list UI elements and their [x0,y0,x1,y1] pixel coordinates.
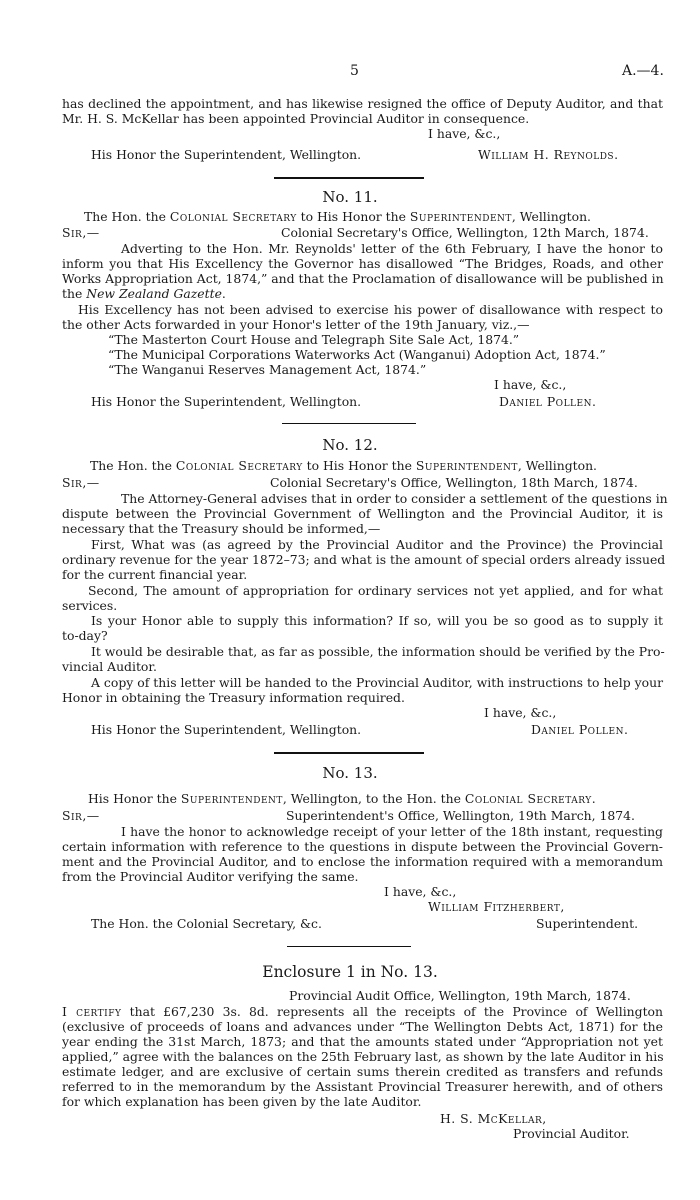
act-title: “The Masterton Court House and Telegraph Site Sale Act, 1874.” [108,332,520,347]
addressee: The Hon. the Colonial Secretary, &c. [91,916,322,931]
signature: Daniel Pollen. [499,394,597,409]
text-line: Mr. H. S. McKellar has been appointed Provincial Auditor in consequence. [62,111,530,126]
text-line: ordinary revenue for the year 1872–73; and what is the amount of special orders already issued [62,552,666,567]
addressee: His Honor the Superintendent, Wellington. [91,722,362,737]
page-number: 5 [350,63,359,79]
text-line: Adverting to the Hon. Mr. Reynolds' letter of the 6th February, I have the honor to [121,241,663,256]
text-line: A copy of this letter will be handed to the Provincial Auditor, with instructions to help your [91,675,663,690]
act-title: “The Municipal Corporations Waterworks Act (Wanganui) Adoption Act, 1874.” [108,347,606,362]
addressee: His Honor the Superintendent, Wellington. [91,147,362,162]
text-line: the New Zealand Gazette. [62,286,226,301]
letter-closing: I have, &c., [384,884,457,899]
section-divider [282,423,416,424]
letter-closing: I have, &c., [428,126,501,141]
signature: Daniel Pollen. [531,722,629,737]
text-line: the other Acts forwarded in your Honor's letter of the 19th January, viz.,— [62,317,530,332]
text-line: It would be desirable that, as far as possible, the information should be verified by the Pro- [91,644,665,659]
text-line: referred to in the memorandum by the Assistant Provincial Treasurer herewith, and of others [62,1079,663,1094]
text-line: Works Appropriation Act, 1874,” and that the Proclamation of disallowance will be published in [62,271,664,286]
letter-route: His Honor the Superintendent, Wellington, to the Hon. the Colonial Secretary. [88,791,596,806]
document-reference: A.—4. [622,63,664,79]
section-divider [274,177,424,179]
text-line: from the Provincial Auditor verifying the same. [62,869,359,884]
text-line: Honor in obtaining the Treasury information required. [62,690,405,705]
text-line: has declined the appointment, and has likewise resigned the office of Deputy Auditor, and that [62,96,663,111]
text-line: The Attorney-General advises that in order to consider a settlement of the questions in [121,491,668,506]
enclosure-heading: Enclosure 1 in No. 13. [262,963,438,981]
place-date: Colonial Secretary's Office, Wellington, 12th March, 1874. [281,225,649,240]
place-date: Superintendent's Office, Wellington, 19th March, 1874. [286,808,635,823]
section-divider [274,752,424,754]
salutation: Sir,— [62,475,100,490]
text-line: for the current financial year. [62,567,248,582]
letter-heading: No. 13. [322,764,378,782]
text-line: estimate ledger, and are exclusive of certain sums therein credited as transfers and refunds [62,1064,663,1079]
text-line: First, What was (as agreed by the Provincial Auditor and the Province) the Provincial [91,537,663,552]
text-line: Second, The amount of appropriation for ordinary services not yet applied, and for what [88,583,663,598]
signature: William H. Reynolds. [478,147,619,162]
salutation: Sir,— [62,808,100,823]
signature: William Fitzherbert, [428,899,565,914]
text-line: His Excellency has not been advised to exercise his power of disallowance with respect to [78,302,663,317]
text-line: applied,” agree with the balances on the 25th February last, as shown by the late Auditor in his [62,1049,664,1064]
text-line: necessary that the Treasury should be informed,— [62,521,381,536]
text-line: services. [62,598,118,613]
letter-route: The Hon. the Colonial Secretary to His Honor the Superintendent, Wellington. [90,458,597,473]
signature-title: Superintendent. [536,916,639,931]
letter-closing: I have, &c., [484,705,557,720]
letter-heading: No. 11. [322,188,378,206]
signature-title: Provincial Auditor. [513,1126,630,1141]
signature: H. S. McKellar, [440,1111,547,1126]
section-divider [287,946,411,947]
text-line: year ending the 31st March, 1873; and that the amounts stated under “Appropriation not yet [62,1034,663,1049]
salutation: Sir,— [62,225,100,240]
letter-closing: I have, &c., [494,377,567,392]
text-line: vincial Auditor. [62,659,157,674]
text-line: Is your Honor able to supply this information? If so, will you be so good as to supply it [91,613,663,628]
text-line: I certify that £67,230 3s. 8d. represents all the receipts of the Province of Wellington [62,1004,663,1019]
text-line: for which explanation has been given by the late Auditor. [62,1094,422,1109]
addressee: His Honor the Superintendent, Wellington. [91,394,362,409]
act-title: “The Wanganui Reserves Management Act, 1874.” [108,362,427,377]
text-line: inform you that His Excellency the Governor has disallowed “The Bridges, Roads, and other [62,256,663,271]
text-line: ment and the Provincial Auditor, and to enclose the information required with a memorandum [62,854,663,869]
text-line: certain information with reference to the questions in dispute between the Provincial Govern- [62,839,663,854]
place-date: Colonial Secretary's Office, Wellington, 18th March, 1874. [270,475,638,490]
text-line: to-day? [62,628,108,643]
letter-route: The Hon. the Colonial Secretary to His Honor the Superintendent, Wellington. [84,209,591,224]
place-date: Provincial Audit Office, Wellington, 19th March, 1874. [289,988,631,1003]
letter-heading: No. 12. [322,436,378,454]
text-line: dispute between the Provincial Government of Wellington and the Provincial Auditor, it is [62,506,663,521]
text-line: I have the honor to acknowledge receipt of your letter of the 18th instant, requesting [121,824,663,839]
text-line: (exclusive of proceeds of loans and advances under “The Wellington Debts Act, 1871) for the [62,1019,663,1034]
